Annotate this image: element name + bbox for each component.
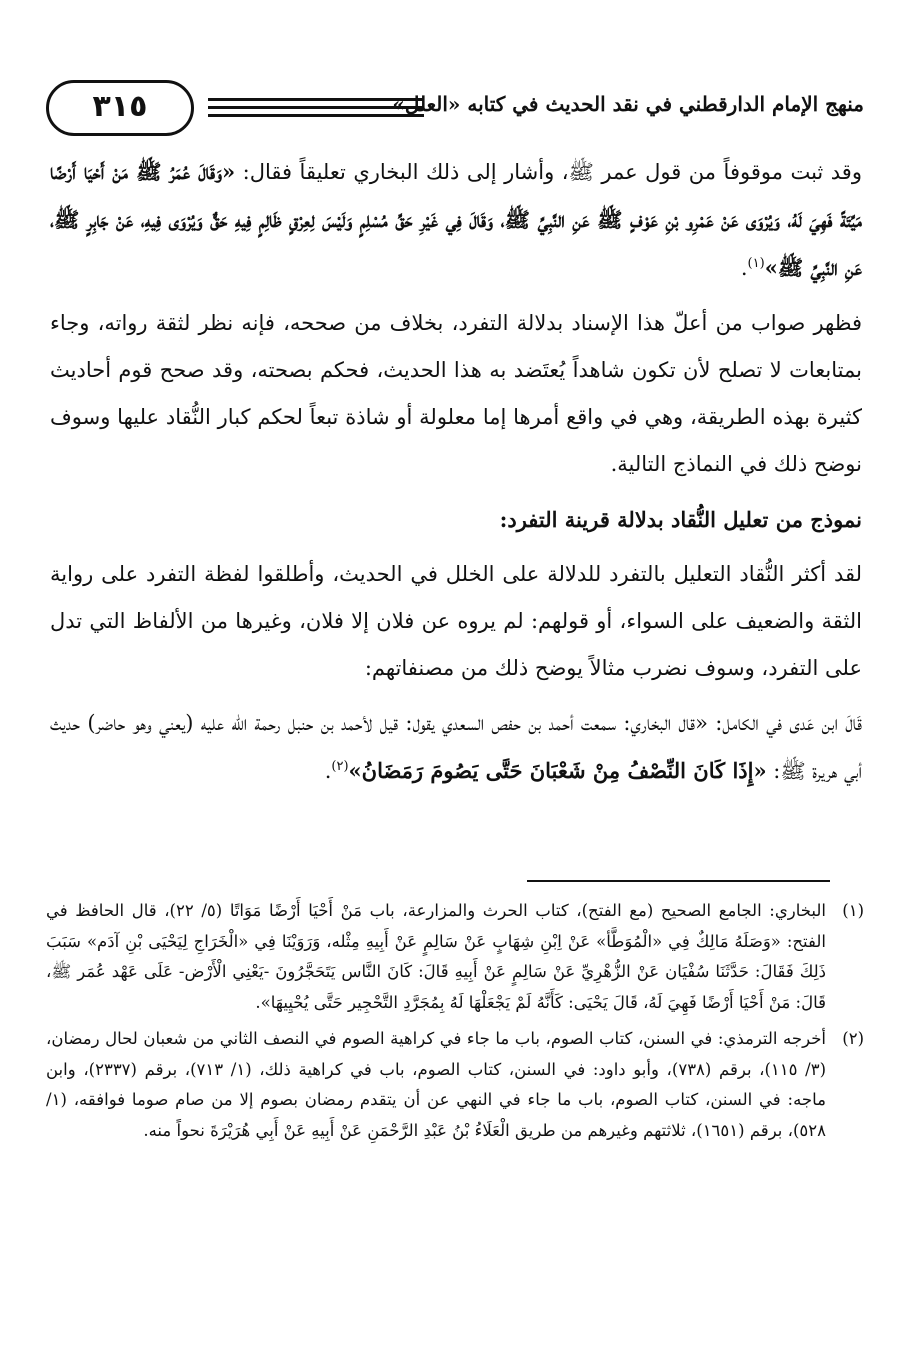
footnote-text: أخرجه الترمذي: في السنن، كتاب الصوم، باب ما جاء في كراهية الصوم في النصف الثاني من شعبان لحال رمضان، (٣/ ١١٥)، برقم (٧٣٨)، وأبو داود: في السنن، كتاب الصوم، باب في كراهية ذلك، (١/ ٧١٣)، برقم (٢٣٣٧)، وابن ماجه: في السنن، كتاب الصوم، باب ما جاء في النهي عن أن يتقدم رمضان بصوم إلا من صام صوما فوافقه، (١/ ٥٢٨)، برقم (١٦٥١)، ثلاثتهم وغيرهم من طريق الْعَلَاءُ بْنُ عَبْدِ الرَّحْمَنِ عَنْ أَبِيهِ عَنْ أَبِي هُرَيْرَةَ نحواً منه. <box>46 1029 827 1140</box>
paragraph-4-text: قَالَ ابن عَدى في الكامل: «قال البخاري: سمعت أحمد بن حفص السعدي يقول: قيل لأحمد بن حنبل رحمة الله عليه (يعني وهو حاضر) حديث أبي هريرة ﷺ: <box>50 711 862 783</box>
main-text <box>50 148 862 803</box>
paragraph-1-text: وقد ثبت موقوفاً من قول عمر ﷺ، وأشار إلى ذلك البخاري تعليقاً فقال: <box>235 160 862 184</box>
footnote-separator <box>527 880 830 882</box>
paragraph-4 <box>50 700 862 795</box>
page-number-badge: ٣١٥ <box>46 80 194 136</box>
footnote-1 <box>46 896 864 1018</box>
paragraph-3: لقد أكثر النُّقاد التعليل بالتفرد للدلالة على الخلل في الحديث، وأطلقوا لفظة التفرد على رواية الثقة والضعيف على السواء، أو قولهم: لم يروه عن فلان إلا فلان، وغيرها من الألفاظ التي تدل على التفرد، وسوف نضرب مثالاً يوضح ذلك من مصنفاتهم: <box>50 562 862 680</box>
running-title: منهج الإمام الدارقطني في نقد الحديث في كتابه «العلل» <box>392 92 864 116</box>
paragraph-2: فظهر صواب من أعلّ هذا الإسناد بدلالة التفرد، بخلاف من صححه، فإنه نظر لثقة رواته، وجاء بمتابعات لا تصلح لأن تكون شاهداً يُعتَضد به هذا الحديث، فحكم بصحته، وقد صحح قوم أحاديث كثيرة بهذه الطريقة، وهي في واقع أمرها إما معلولة أو شاذة تبعاً لحكم كبار النُّقاد عليها وسوف نوضح ذلك في النماذج التالية. <box>50 311 862 476</box>
paragraph-1 <box>50 148 862 292</box>
footnote-2 <box>46 1024 864 1146</box>
paragraph-1-end: . <box>740 256 748 280</box>
section-heading: نموذج من تعليل النُّقاد بدلالة قرينة التفرد: <box>499 507 862 532</box>
hadith-quote: «وَقَالَ عُمَرُ ﷺ مَنْ أَحْيَا أَرْضًا مَيِّتَةً فَهِيَ لَهُ، وَيُرْوَى عَنْ عَمْرِو بْنِ عَوْفٍ ﷺ عَنِ النَّبِيِّ ﷺ، وَقَالَ فِي غَيْرِ حَقِّ مُسْلِمٍ وَلَيْسَ لِعِرْقٍ ظَالِمٍ فِيهِ حَقٌّ وَيُرْوَى فِيهِ، عَنْ جَابِرٍ ﷺ، عَنِ النَّبِيِّ ﷺ» <box>50 159 862 280</box>
footnote-text: البخاري: الجامع الصحيح (مع الفتح)، كتاب الحرث والمزارعة، باب مَنْ أَحْيَا أَرْضًا مَوَاتًا (٥/ ٢٢)، قال الحافظ في الفتح: «وَصَلَهُ مَالِكٌ فِي «الْمُوَطَّأ» عَنْ اِبْنِ شِهَابٍ عَنْ سَالِمٍ عَنْ أَبِيهِ مِثْله، وَرَوَيْنَا فِي «الْخَرَاجِ لِيَحْيَى بْنِ آدَم» سَبَبَ ذَلِكَ فَقَالَ: حَدَّثَنَا سُفْيَان عَنْ الزُّهْرِيِّ عَنْ سَالِمٍ عَنْ أَبِيهِ قَالَ: كَانَ النَّاس يَتَحَجَّرُونَ -يَعْنِي الْأَرْض- عَلَى عَهْد عُمَر ﷺ، قَالَ: مَنْ أَحْيَا أَرْضًا فَهِيَ لَهُ، قَالَ يَحْيَى: كَأَنَّهُ لَمْ يَجْعَلْهَا لَهُ بِمُجَرَّدِ التَّحْجِير حَتَّى يُحْيِيهَا». <box>46 901 826 1012</box>
footnote-ref-1[interactable]: (١) <box>747 256 765 271</box>
paragraph-4-end: . <box>324 759 332 783</box>
footnotes <box>46 896 864 1152</box>
page-header <box>42 72 864 142</box>
footnote-number: (١) <box>842 901 864 920</box>
hadith-quote: «إِذَا كَانَ النِّصْفُ مِنْ شَعْبَانَ حَتَّى يَصُومَ رَمَضَانُ» <box>348 758 767 783</box>
footnote-number: (٢) <box>842 1029 864 1048</box>
footnote-ref-2[interactable]: (٢) <box>331 759 349 774</box>
